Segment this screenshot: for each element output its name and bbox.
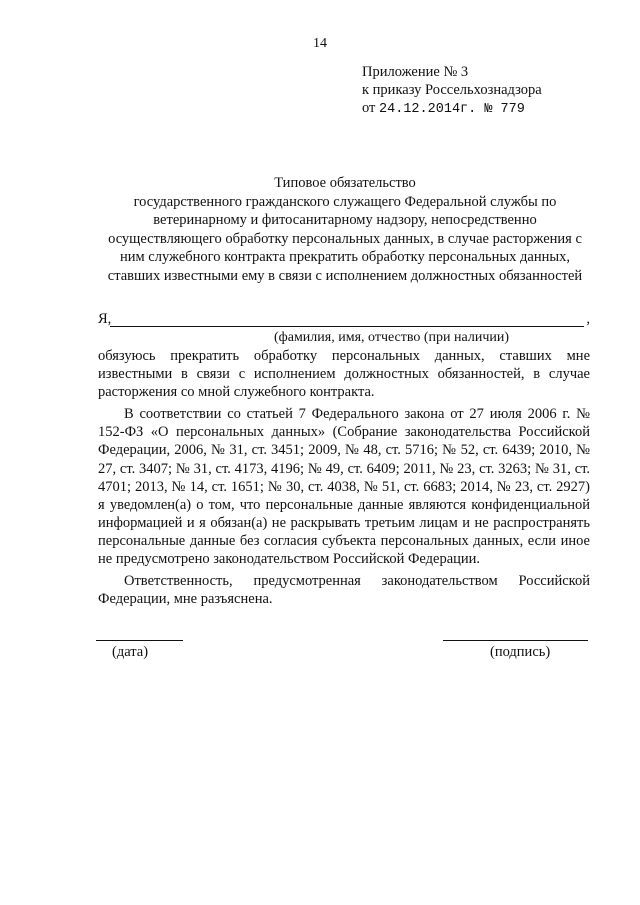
- title-line: ветеринарному и фитосанитарному надзору, непосредственно: [153, 212, 537, 228]
- document-title: [95, 174, 595, 285]
- law-reference-paragraph: В соответствии со статьей 7 Федерального закона от 27 июля 2006 г. № 152-ФЗ «О персональных данных» (Собрание законодательства Российской Федерации, 2006, № 31, ст. 3451; 2009, № 48, ст. 5716; № 52, ст. 6439; 2010, № 27, ст. 3407; № 31, ст. 4173, 4196; № 49, ст. 6409; 2011, № 23, ст. 3263; № 31, ст. 4701; 2013, № 14, ст. 1651; № 30, ст. 4038, № 51, ст. 6683; 2014, № 23, ст. 2927) я уведомлен(а) о том, что персональные данные являются конфиденциальной информацией и я обязан(а) не раскрывать третьим лицам и не распространять персональные данные без согласия субъекта персональных данных, если иное не предусмотрено законодательством Российской Федерации.: [98, 406, 590, 568]
- title-line: государственного гражданского служащего Федеральной службы по: [133, 193, 557, 210]
- responsibility-paragraph: Ответственность, предусмотренная законодательством Российской Федерации, мне разъяснена.: [98, 573, 590, 608]
- annex-date-line: [362, 99, 542, 119]
- name-comma: ,: [586, 311, 590, 327]
- title-line: ним служебного контракта прекратить обработку персональных данных,: [119, 249, 570, 265]
- annex-order-ref: к приказу Россельхознадзора: [362, 82, 542, 98]
- pledge-continuation: обязуюсь прекратить обработку персональных данных, ставших мне известными в связи с исполнением должностных обязанностей, в случае расторжения со мной служебного контракта.: [98, 348, 590, 401]
- pledge-pronoun: Я,: [98, 311, 112, 327]
- title-line: Типовое обязательство: [274, 175, 416, 191]
- title-line: ставших известными ему в связи с исполнением должностных обязанностей: [107, 267, 583, 284]
- signature-blank-line[interactable]: [443, 640, 588, 641]
- name-entry-row: [98, 311, 590, 331]
- page-number: 14: [313, 36, 327, 51]
- signature-block: [0, 626, 640, 666]
- document-body: [98, 347, 590, 608]
- annex-date-number: 24.12.2014г. № 779: [379, 102, 525, 117]
- signature-caption: (подпись): [490, 644, 551, 660]
- annex-header: [362, 63, 542, 119]
- name-field-caption: (фамилия, имя, отчество (при наличии): [274, 330, 510, 345]
- annex-number: Приложение № 3: [362, 64, 469, 80]
- date-caption: (дата): [112, 644, 149, 660]
- annex-date-prefix: от: [362, 100, 376, 116]
- name-blank-line[interactable]: [110, 326, 584, 327]
- date-blank-line[interactable]: [96, 640, 183, 641]
- title-line: осуществляющего обработку персональных данных, в случае расторжения с: [108, 230, 582, 247]
